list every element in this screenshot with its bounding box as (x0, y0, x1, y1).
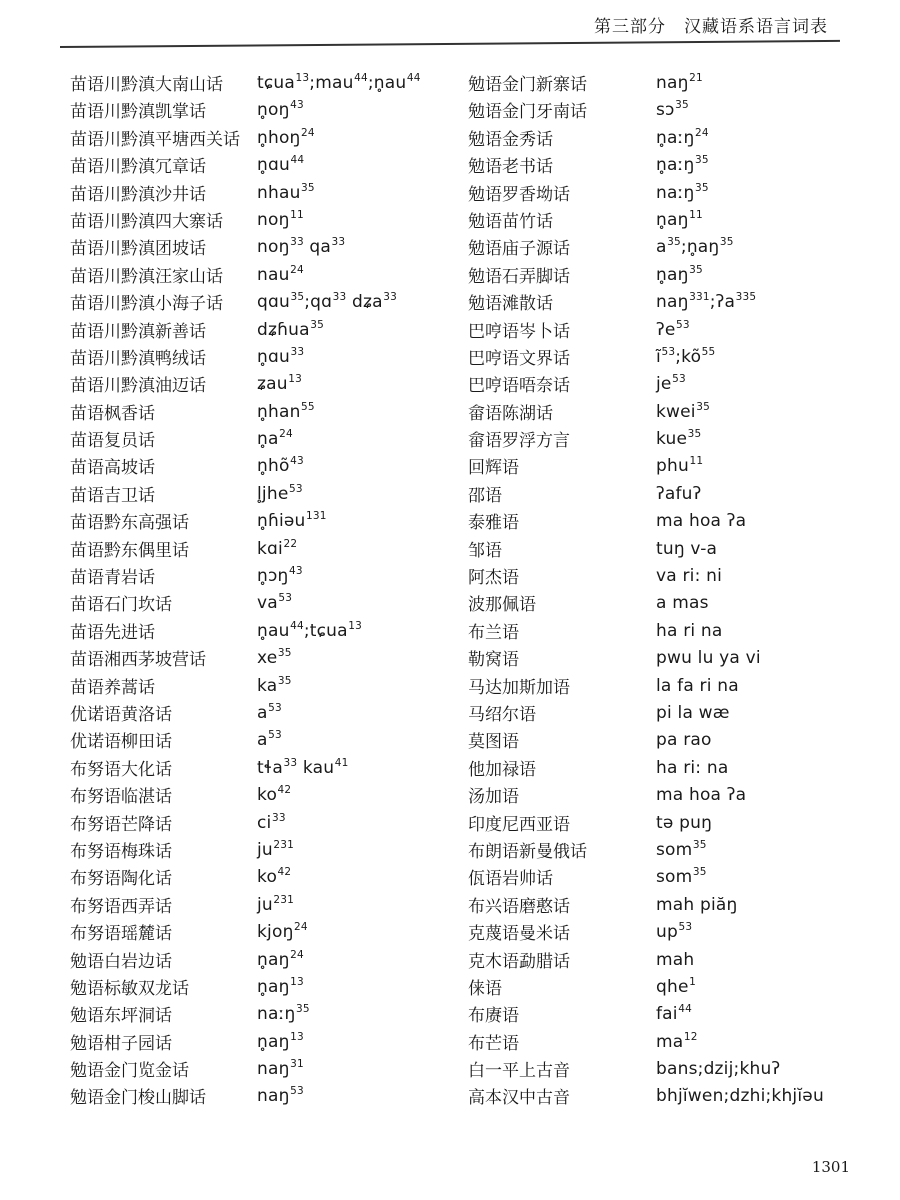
language-name: 马达加斯加语 (468, 677, 570, 698)
word-form: $n̥hõ^{43}$ (257, 455, 304, 477)
header-title: 汉藏语系语言词表 (684, 17, 828, 37)
language-name: 布努语西弄话 (70, 896, 172, 917)
word-list-right-column (468, 72, 868, 1113)
word-form: fai$^{44}$ (656, 1003, 692, 1025)
word-form: qhe$^1$ (656, 975, 697, 997)
word-entry-row (70, 99, 470, 126)
word-list-left-column (70, 72, 470, 1113)
word-form: bhjĭwen;dzhi;khjĭəu (656, 1086, 824, 1107)
word-entry-row (468, 1085, 868, 1112)
language-name: 布努语陶化话 (70, 869, 172, 890)
word-entry-row (468, 483, 868, 510)
word-form: kjoŋ$^{24}$ (257, 921, 308, 943)
word-form: $ci^{33}$ (257, 811, 286, 833)
word-form: mah piăŋ (656, 894, 738, 915)
word-entry-row (70, 866, 470, 893)
language-name: 苗语川黔滇平塘西关话 (70, 129, 240, 150)
language-name: 苗语枫香话 (70, 403, 155, 424)
word-entry-row (468, 675, 868, 702)
word-form: kɑi$^{22}$ (257, 537, 298, 559)
language-name: 波那佩语 (468, 595, 536, 616)
word-entry-row (468, 236, 868, 263)
word-entry-row (70, 264, 470, 291)
word-entry-row (468, 647, 868, 674)
word-entry-row (70, 538, 470, 565)
word-entry-row (70, 319, 470, 346)
language-name: 高本汉中古音 (468, 1088, 570, 1109)
language-name: 苗语青岩话 (70, 568, 155, 589)
word-entry-row (468, 319, 868, 346)
word-entry-row (468, 99, 868, 126)
page-number: 1301 (811, 1158, 850, 1176)
language-name: 苗语川黔滇鸭绒话 (70, 348, 206, 369)
word-entry-row (468, 182, 868, 209)
language-name: 勉语东坪洞话 (70, 1006, 172, 1027)
word-form: naŋ$^{331}$;ʔa$^{335}$ (656, 291, 757, 313)
word-entry-row (70, 976, 470, 1003)
word-entry-row (70, 757, 470, 784)
word-entry-row (468, 976, 868, 1003)
language-name: 畲语罗浮方言 (468, 431, 570, 452)
language-name: 苗语川黔滇团坡话 (70, 239, 206, 260)
language-name: 巴哼语唔奈话 (468, 376, 570, 397)
word-entry-row (468, 346, 868, 373)
word-entry-row (468, 921, 868, 948)
word-form: n̥ɑu$^{44}$ (257, 154, 305, 176)
language-name: 勉语老书话 (468, 157, 553, 178)
word-form: $va^{53}$ (257, 592, 293, 614)
word-entry-row (468, 729, 868, 756)
word-entry-row (468, 510, 868, 537)
language-name: 勉语苗竹话 (468, 211, 553, 232)
language-name: 布努语梅珠话 (70, 841, 172, 862)
word-entry-row (468, 839, 868, 866)
word-form: $a^{53}$ (257, 701, 282, 723)
word-form: $n̥a^{24}$ (257, 428, 293, 450)
language-name: 邹语 (468, 540, 502, 561)
language-name: 苗语石门坎话 (70, 595, 172, 616)
word-entry-row (70, 620, 470, 647)
language-name: 苗语黔东高强话 (70, 513, 189, 534)
language-name: 他加禄语 (468, 759, 536, 780)
language-name: 勉语罗香坳话 (468, 184, 570, 205)
word-entry-row (468, 866, 868, 893)
word-entry-row (70, 592, 470, 619)
word-form: naːŋ$^{35}$ (257, 1003, 310, 1025)
word-form: nau$^{24}$ (257, 263, 304, 285)
word-form: kwei$^{35}$ (656, 400, 710, 422)
word-entry-row (468, 620, 868, 647)
language-name: 勉语庙子源话 (468, 239, 570, 260)
word-entry-row (70, 949, 470, 976)
word-entry-row (70, 182, 470, 209)
word-form: noŋ$^{33}$ $qa^{33}$ (257, 236, 346, 258)
language-name: 布芒语 (468, 1033, 519, 1054)
language-name: 布努语瑶麓话 (70, 924, 172, 945)
word-entry-row (70, 565, 470, 592)
word-form: ʑau$^{13}$ (257, 373, 302, 395)
word-form: ha ri: na (656, 757, 729, 778)
word-entry-row (70, 401, 470, 428)
word-form: tuŋ v-a (656, 538, 718, 559)
word-form: $n̥aŋ^{11}$ (656, 208, 703, 230)
word-form: ʔafuʔ (656, 483, 702, 504)
language-name: 邵语 (468, 485, 502, 506)
language-name: 白一平上古音 (468, 1061, 570, 1082)
word-entry-row (70, 127, 470, 154)
word-form: n̥ɦiəu$^{131}$ (257, 510, 327, 532)
word-form: ma hoa ʔa (656, 511, 747, 532)
language-name: 布兰语 (468, 622, 519, 643)
word-entry-row (468, 592, 868, 619)
word-entry-row (468, 702, 868, 729)
language-name: 勉语金秀话 (468, 129, 553, 150)
word-entry-row (468, 291, 868, 318)
word-form: $n̥aŋ^{24}$ (257, 948, 304, 970)
word-form: naːŋ$^{35}$ (656, 181, 709, 203)
word-entry-row (70, 1058, 470, 1085)
word-form: phu$^{11}$ (656, 455, 704, 477)
word-form: n̥aːŋ$^{24}$ (656, 126, 709, 148)
word-form: $a^{53}$ (257, 729, 282, 751)
word-entry-row (468, 1031, 868, 1058)
word-form: $ĩ^{53};kõ^{55}$ (656, 345, 716, 367)
word-form: nhau$^{35}$ (257, 181, 315, 203)
language-name: 佤语岩帅话 (468, 869, 553, 890)
word-form: ha ri na (656, 620, 723, 641)
header-rule (60, 40, 840, 48)
word-form: n̥han$^{55}$ (257, 400, 315, 422)
word-entry-row (468, 455, 868, 482)
language-name: 克木语勐腊话 (468, 951, 570, 972)
header-part: 第三部分 (594, 17, 666, 37)
word-entry-row (70, 675, 470, 702)
word-form: n̥hoŋ$^{24}$ (257, 126, 315, 148)
language-name: 勉语滩散话 (468, 294, 553, 315)
word-form: pa rao (656, 730, 712, 751)
word-form: n̥ɑu$^{33}$ (257, 345, 305, 367)
language-name: 苗语川黔滇凯掌话 (70, 102, 206, 123)
language-name: 苗语川黔滇冗章话 (70, 157, 206, 178)
word-entry-row (70, 921, 470, 948)
word-form: noŋ$^{11}$ (257, 208, 304, 230)
word-entry-row (70, 209, 470, 236)
language-name: 巴哼语岑卜话 (468, 321, 570, 342)
word-entry-row (70, 236, 470, 263)
word-entry-row (70, 729, 470, 756)
word-form: $n̥aŋ^{13}$ (257, 975, 304, 997)
word-entry-row (468, 154, 868, 181)
word-entry-row (70, 291, 470, 318)
word-form: qɑu$^{35}$;qɑ$^{33}$ dʑa$^{33}$ (257, 291, 398, 313)
word-form: l̥jhe$^{53}$ (257, 482, 303, 504)
word-entry-row (468, 812, 868, 839)
word-entry-row (468, 209, 868, 236)
language-name: 苗语川黔滇小海子话 (70, 294, 223, 315)
word-form: $je^{53}$ (656, 373, 686, 395)
word-entry-row (70, 812, 470, 839)
word-form: n̥aːŋ$^{35}$ (656, 154, 709, 176)
word-form: $n̥aŋ^{13}$ (257, 1030, 304, 1052)
language-name: 苗语川黔滇汪家山话 (70, 266, 223, 287)
word-entry-row (468, 264, 868, 291)
word-form: naŋ$^{53}$ (257, 1085, 304, 1107)
word-entry-row (468, 428, 868, 455)
word-entry-row (70, 154, 470, 181)
word-entry-row (70, 839, 470, 866)
word-entry-row (70, 1085, 470, 1112)
language-name: 勉语柑子园话 (70, 1033, 172, 1054)
word-entry-row (468, 127, 868, 154)
language-name: 苗语复员话 (70, 431, 155, 452)
word-entry-row (70, 483, 470, 510)
language-name: 勉语石弄脚话 (468, 266, 570, 287)
word-entry-row (70, 346, 470, 373)
word-form: sɔ$^{35}$ (656, 99, 689, 121)
word-entry-row (468, 72, 868, 99)
language-name: 巴哼语文界话 (468, 348, 570, 369)
language-name: 泰雅语 (468, 513, 519, 534)
word-form: kue$^{35}$ (656, 428, 702, 450)
word-entry-row (468, 1058, 868, 1085)
language-name: 俫语 (468, 978, 502, 999)
word-form: a mas (656, 593, 709, 614)
word-form: $n̥oŋ^{43}$ (257, 99, 304, 121)
word-form: $up^{53}$ (656, 921, 693, 943)
word-entry-row (468, 757, 868, 784)
word-entry-row (468, 949, 868, 976)
language-name: 阿杰语 (468, 568, 519, 589)
word-form: ʔe$^{53}$ (656, 318, 690, 340)
word-form: $ko^{42}$ (257, 784, 292, 806)
word-form: $tɕua^{13};mau^{44};n̥au^{44}$ (257, 72, 421, 93)
word-entry-row (70, 894, 470, 921)
word-form: pwu lu ya vi (656, 648, 761, 669)
word-form: som$^{35}$ (656, 838, 707, 860)
word-form: tə puŋ (656, 812, 713, 833)
language-name: 马绍尔语 (468, 704, 536, 725)
word-form: $ka^{35}$ (257, 674, 292, 696)
word-form: $a^{35};n̥aŋ^{35}$ (656, 236, 734, 258)
language-name: 勉语金门梭山脚话 (70, 1088, 206, 1109)
language-name: 苗语川黔滇大南山话 (70, 75, 223, 95)
word-entry-row (70, 428, 470, 455)
word-form: naŋ$^{21}$ (656, 72, 703, 93)
word-entry-row (70, 784, 470, 811)
word-entry-row (468, 401, 868, 428)
word-form: $n̥au^{44};tɕua^{13}$ (257, 619, 363, 641)
word-form: mah (656, 949, 695, 970)
language-name: 印度尼西亚语 (468, 814, 570, 835)
word-entry-row (70, 455, 470, 482)
word-form: tɬa$^{33}$ kau$^{41}$ (257, 756, 349, 778)
language-name: 优诺语黄洛话 (70, 704, 172, 725)
word-entry-row (70, 647, 470, 674)
language-name: 苗语养蒿话 (70, 677, 155, 698)
language-name: 苗语川黔滇油迈话 (70, 376, 206, 397)
language-name: 勉语金门牙南话 (468, 102, 587, 123)
language-name: 克蔑语曼米话 (468, 924, 570, 945)
language-name: 勉语白岩边话 (70, 951, 172, 972)
word-form: $n̥aŋ^{35}$ (656, 263, 703, 285)
language-name: 优诺语柳田话 (70, 732, 172, 753)
word-entry-row (70, 702, 470, 729)
word-form: som$^{35}$ (656, 866, 707, 888)
language-name: 勒窝语 (468, 650, 519, 671)
language-name: 畲语陈湖话 (468, 403, 553, 424)
word-form: n̥ɔŋ$^{43}$ (257, 565, 303, 587)
language-name: 苗语川黔滇沙井话 (70, 184, 206, 205)
word-form: naŋ$^{31}$ (257, 1058, 304, 1080)
word-entry-row (70, 1031, 470, 1058)
language-name: 苗语吉卫话 (70, 485, 155, 506)
language-name: 汤加语 (468, 787, 519, 808)
word-entry-row (468, 373, 868, 400)
language-name: 苗语川黔滇新善话 (70, 321, 206, 342)
language-name: 苗语高坡话 (70, 458, 155, 479)
language-name: 布兴语磨憨话 (468, 896, 570, 917)
language-name: 回辉语 (468, 458, 519, 479)
language-name: 布努语芒降话 (70, 814, 172, 835)
word-form: la fa ri na (656, 675, 739, 696)
word-entry-row (70, 1003, 470, 1030)
word-form: $ju^{231}$ (257, 893, 295, 915)
language-name: 苗语先进话 (70, 622, 155, 643)
word-form: dʑɦua$^{35}$ (257, 318, 324, 340)
word-form: $ko^{42}$ (257, 866, 292, 888)
language-name: 布努语大化话 (70, 759, 172, 780)
language-name: 布朗语新曼俄话 (468, 841, 587, 862)
word-form: pi la wæ (656, 702, 730, 723)
word-form: $ju^{231}$ (257, 838, 295, 860)
language-name: 勉语金门新寨话 (468, 75, 587, 95)
running-header (594, 12, 828, 37)
language-name: 布赓语 (468, 1006, 519, 1027)
language-name: 苗语湘西茅坡营话 (70, 650, 206, 671)
word-form: $ma^{12}$ (656, 1030, 698, 1052)
word-entry-row (468, 565, 868, 592)
language-name: 布努语临湛话 (70, 787, 172, 808)
language-name: 勉语金门览金话 (70, 1061, 189, 1082)
language-name: 苗语川黔滇四大寨话 (70, 211, 223, 232)
word-entry-row (468, 894, 868, 921)
word-entry-row (468, 538, 868, 565)
language-name: 苗语黔东偶里话 (70, 540, 189, 561)
word-entry-row (70, 373, 470, 400)
word-entry-row (70, 510, 470, 537)
word-entry-row (468, 784, 868, 811)
word-entry-row (70, 72, 470, 99)
language-name: 勉语标敏双龙话 (70, 978, 189, 999)
word-form: $xe^{35}$ (257, 647, 292, 669)
language-name: 莫图语 (468, 732, 519, 753)
word-form: va ri: ni (656, 566, 723, 587)
word-entry-row (468, 1003, 868, 1030)
word-form: bans;dzij;khuʔ (656, 1059, 781, 1080)
word-form: ma hoa ʔa (656, 785, 747, 806)
